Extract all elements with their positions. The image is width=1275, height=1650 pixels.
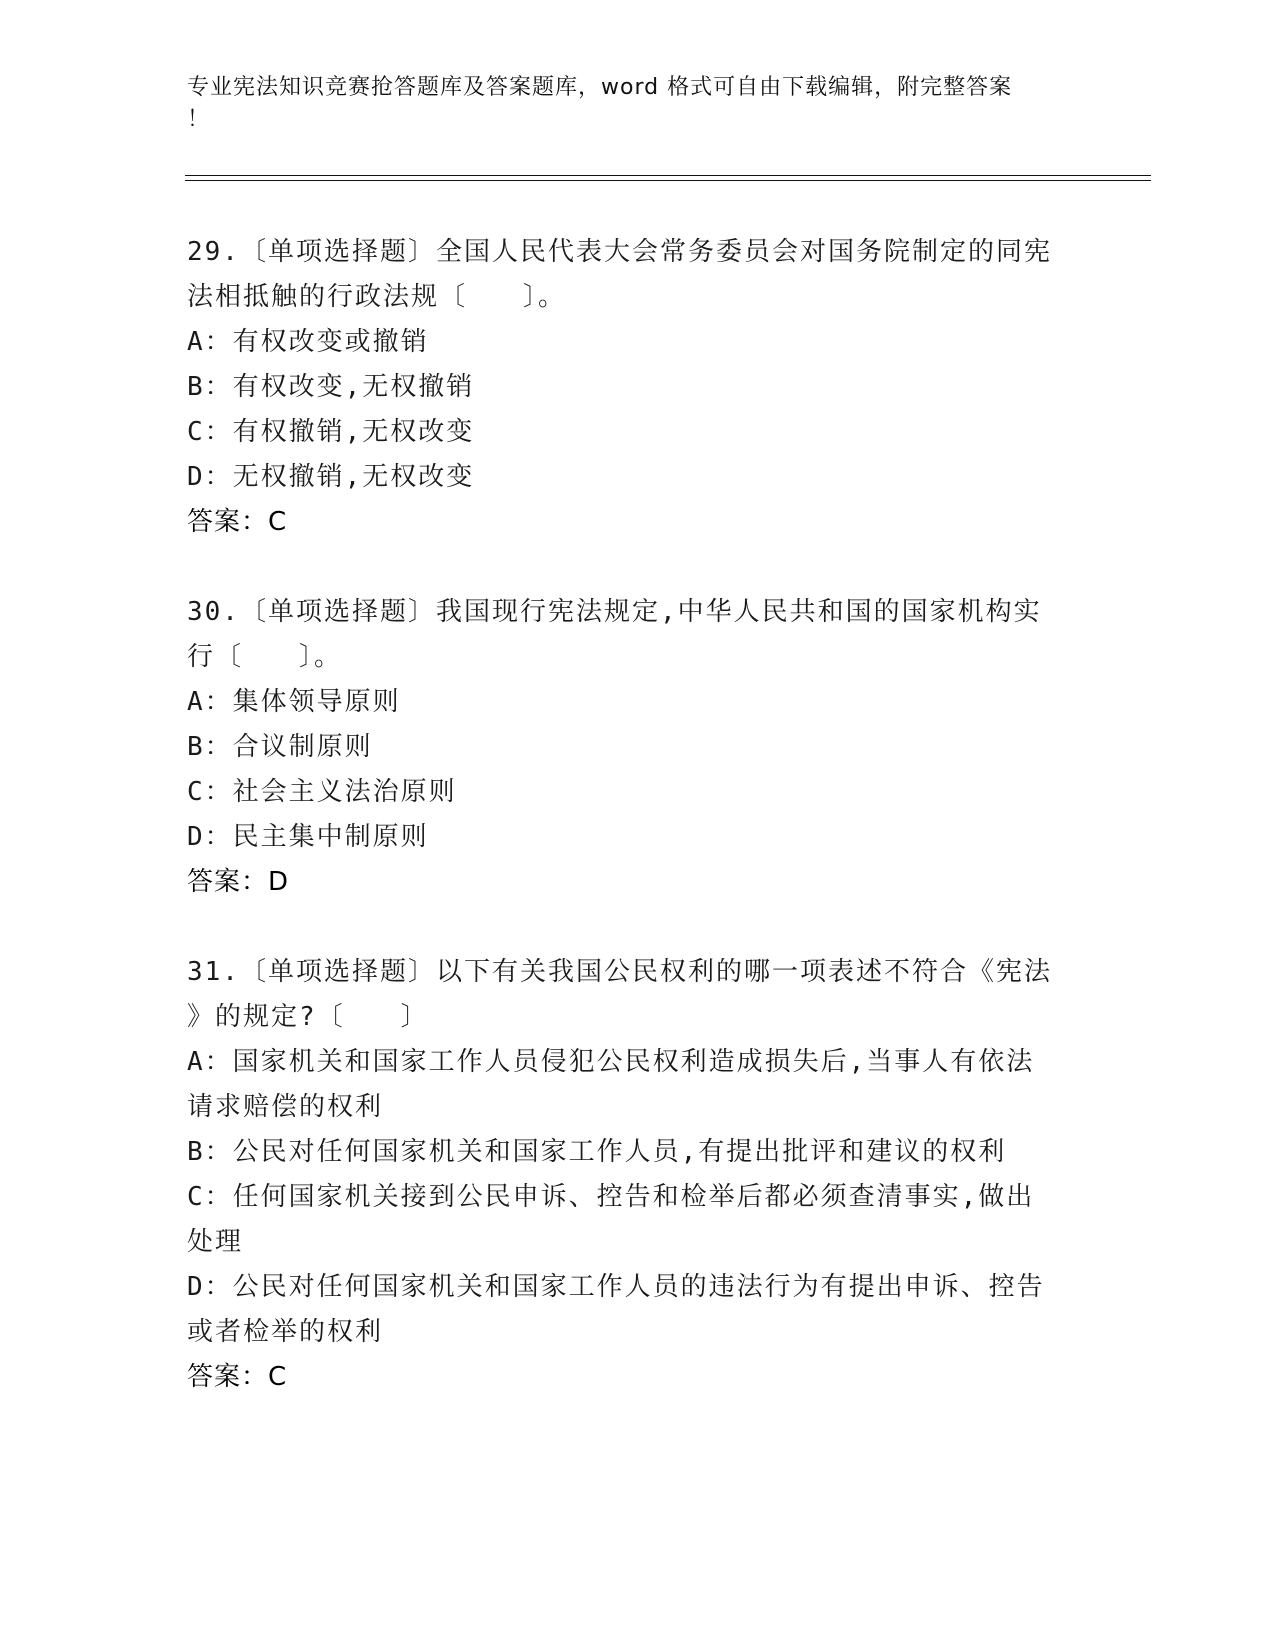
question-30 <box>187 590 1087 905</box>
option-a: A：有权改变或撤销 <box>187 327 429 357</box>
question-stem-continued: 法相抵触的行政法规〔 〕。 <box>187 282 567 312</box>
option-c-continued: 处理 <box>187 1227 244 1257</box>
option-c: C：任何国家机关接到公民申诉、控告和检举后都必须查清事实,做出 <box>187 1182 1035 1212</box>
option-d: D：公民对任何国家机关和国家工作人员的违法行为有提出申诉、控告 <box>187 1272 1045 1302</box>
option-a: A：国家机关和国家工作人员侵犯公民权利造成损失后,当事人有依法 <box>187 1047 1035 1077</box>
question-31 <box>187 950 1087 1400</box>
question-stem-continued: 行〔 〕。 <box>187 642 343 672</box>
answer-line: 答案：C <box>187 507 288 537</box>
header-divider-top <box>185 175 1151 176</box>
option-a-continued: 请求赔偿的权利 <box>187 1092 384 1122</box>
option-a: A：集体领导原则 <box>187 687 401 717</box>
option-b: B：有权改变,无权撤销 <box>187 372 475 402</box>
option-c: C：社会主义法治原则 <box>187 777 457 807</box>
question-stem: 31.〔单项选择题〕以下有关我国公民权利的哪一项表述不符合《宪法 <box>187 957 1052 987</box>
option-d: D：无权撤销,无权改变 <box>187 462 475 492</box>
question-29 <box>187 230 1087 545</box>
question-stem-continued: 》的规定?〔 〕 <box>187 1002 429 1032</box>
answer-line: 答案：C <box>187 1362 288 1392</box>
option-b: B：公民对任何国家机关和国家工作人员,有提出批评和建议的权利 <box>187 1137 1007 1167</box>
header-divider-bottom <box>185 180 1151 181</box>
document-header <box>187 72 1067 136</box>
header-text-line-2: ！ <box>187 107 211 132</box>
question-stem: 29.〔单项选择题〕全国人民代表大会常务委员会对国务院制定的同宪 <box>187 237 1052 267</box>
question-stem: 30.〔单项选择题〕我国现行宪法规定,中华人民共和国的国家机构实 <box>187 597 1042 627</box>
header-text-line-1: 专业宪法知识竞赛抢答题库及答案题库，word 格式可自由下载编辑，附完整答案 <box>187 75 1013 100</box>
option-d-continued: 或者检举的权利 <box>187 1317 384 1347</box>
option-d: D：民主集中制原则 <box>187 822 429 852</box>
option-b: B：合议制原则 <box>187 732 373 762</box>
answer-line: 答案：D <box>187 867 290 897</box>
option-c: C：有权撤销,无权改变 <box>187 417 475 447</box>
